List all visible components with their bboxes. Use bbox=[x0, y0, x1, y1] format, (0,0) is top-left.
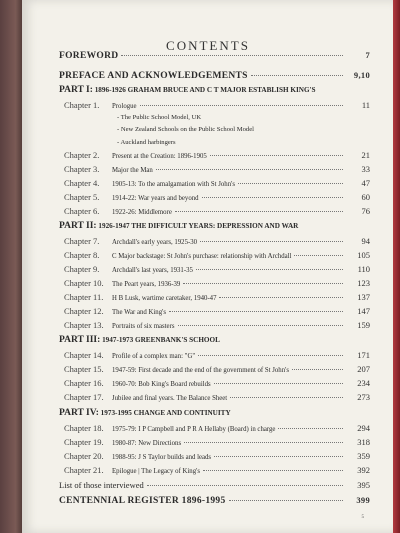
page-ref: 137 bbox=[357, 292, 370, 302]
chapter-title: Major the Man bbox=[112, 167, 153, 174]
toc-entry bbox=[22, 278, 394, 288]
chapter-title: Prologue bbox=[112, 103, 137, 110]
chapter-title: Jubilee and final years. The Balance Sheet bbox=[112, 395, 228, 402]
part-label: PART II: bbox=[59, 221, 97, 231]
contents-page bbox=[22, 0, 394, 533]
chapter-number: Chapter 7. bbox=[64, 236, 100, 246]
chapter-number: Chapter 9. bbox=[64, 264, 100, 274]
leader-dots bbox=[121, 55, 343, 56]
chapter-title: Profile of a complex man: "G" bbox=[112, 353, 196, 360]
page-ref: 7 bbox=[365, 50, 370, 60]
part-label: PART I: bbox=[59, 85, 93, 95]
toc-entry bbox=[22, 85, 394, 95]
part-heading bbox=[59, 335, 220, 345]
toc-entry bbox=[22, 236, 394, 246]
toc-entry bbox=[22, 437, 394, 447]
page-ref: 234 bbox=[357, 378, 370, 388]
toc-entry bbox=[22, 178, 394, 188]
page-ref: 171 bbox=[357, 350, 370, 360]
page-ref: 47 bbox=[361, 178, 370, 188]
leader-dots bbox=[278, 428, 343, 429]
leader-dots bbox=[147, 485, 343, 486]
toc-entry bbox=[22, 408, 394, 418]
toc-entry bbox=[22, 451, 394, 461]
chapter-number: Chapter 1. bbox=[64, 100, 100, 110]
chapter-number: Chapter 14. bbox=[64, 350, 104, 360]
chapter-title: 1922-26: Middlemore bbox=[112, 209, 172, 216]
leader-dots bbox=[202, 197, 343, 198]
sub-entry: - New Zealand Schools on the Public School Model bbox=[117, 126, 254, 133]
toc-entry bbox=[22, 350, 394, 360]
page-ref: 147 bbox=[357, 306, 370, 316]
chapter-number: Chapter 12. bbox=[64, 306, 104, 316]
chapter-number: Chapter 20. bbox=[64, 451, 104, 461]
entry-label: PREFACE AND ACKNOWLEDGEMENTS bbox=[59, 71, 248, 81]
chapter-title: C Major backstage: St John's purchase: relationship with Archdall bbox=[112, 253, 292, 260]
toc-entry bbox=[22, 114, 394, 121]
part-title: 1947-1973 GREENBANK'S SCHOOL bbox=[102, 336, 220, 344]
chapter-number: Chapter 21. bbox=[64, 465, 104, 475]
toc-entry bbox=[22, 480, 394, 490]
part-heading bbox=[59, 85, 316, 95]
toc-entry bbox=[22, 264, 394, 274]
leader-dots bbox=[210, 155, 343, 156]
chapter-title: Archdall's last years, 1931-35 bbox=[112, 267, 193, 274]
page-ref: 60 bbox=[361, 192, 370, 202]
toc-entry bbox=[22, 192, 394, 202]
part-heading bbox=[59, 221, 298, 231]
page-title: CONTENTS bbox=[166, 38, 250, 53]
chapter-number: Chapter 4. bbox=[64, 178, 100, 188]
chapter-title: 1914-22: War years and beyond bbox=[112, 195, 199, 202]
page-ref: 76 bbox=[361, 206, 370, 216]
page-ref: 33 bbox=[361, 164, 370, 174]
leader-dots bbox=[169, 311, 343, 312]
chapter-number: Chapter 6. bbox=[64, 206, 100, 216]
chapter-title: Portraits of six masters bbox=[112, 323, 175, 330]
page-ref: 21 bbox=[361, 150, 370, 160]
chapter-title: The War and King's bbox=[112, 309, 166, 316]
leader-dots bbox=[230, 397, 343, 398]
page-ref: 123 bbox=[357, 278, 370, 288]
toc-entry bbox=[22, 335, 394, 345]
leader-dots bbox=[184, 442, 343, 443]
leader-dots bbox=[294, 255, 343, 256]
toc-entry bbox=[22, 164, 394, 174]
leader-dots bbox=[156, 169, 343, 170]
page-ref: 294 bbox=[357, 423, 370, 433]
toc-entry bbox=[22, 495, 394, 506]
chapter-number: Chapter 19. bbox=[64, 437, 104, 447]
leader-dots bbox=[219, 297, 343, 298]
chapter-title: 1988-95: J S Taylor builds and leads bbox=[112, 454, 212, 461]
toc-entry bbox=[22, 221, 394, 231]
leader-dots bbox=[214, 383, 343, 384]
leader-dots bbox=[203, 470, 343, 471]
toc-entry bbox=[22, 139, 394, 146]
chapter-title: 1947-59: First decade and the end of the government of St John's bbox=[112, 367, 289, 374]
chapter-title: Epilogue | The Legacy of King's bbox=[112, 468, 200, 475]
chapter-number: Chapter 11. bbox=[64, 292, 104, 302]
chapter-title: H B Lusk, wartime caretaker, 1940-47 bbox=[112, 295, 217, 302]
toc-entry bbox=[22, 292, 394, 302]
entry-label: List of those interviewed bbox=[59, 480, 144, 490]
part-label: PART IV: bbox=[59, 408, 99, 418]
page-ref: 392 bbox=[357, 465, 370, 475]
part-title: 1973-1995 CHANGE AND CONTINUITY bbox=[100, 409, 231, 417]
toc-entry bbox=[22, 423, 394, 433]
toc-entry bbox=[22, 70, 394, 81]
page-ref: 159 bbox=[357, 320, 370, 330]
page-ref: 110 bbox=[357, 264, 370, 274]
page-ref: 11 bbox=[361, 100, 370, 110]
chapter-title: 1975-79: I P Campbell and P R A Hellaby (Board) in charge bbox=[112, 426, 276, 433]
part-label: PART III: bbox=[59, 335, 101, 345]
leader-dots bbox=[200, 241, 343, 242]
toc-entry bbox=[22, 150, 394, 160]
page-ref: 207 bbox=[357, 364, 370, 374]
toc-entry bbox=[22, 206, 394, 216]
page-ref: 273 bbox=[357, 392, 370, 402]
book-edge bbox=[393, 0, 400, 533]
page-number: 5 bbox=[361, 515, 364, 520]
page-ref: 9,10 bbox=[353, 70, 370, 80]
leader-dots bbox=[178, 325, 344, 326]
chapter-title: Archdall's early years, 1925-30 bbox=[112, 239, 198, 246]
entry-label: CENTENNIAL REGISTER 1896-1995 bbox=[59, 496, 226, 506]
page-ref: 105 bbox=[357, 250, 370, 260]
toc-entry bbox=[22, 250, 394, 260]
sub-entry: - The Public School Model, UK bbox=[117, 114, 202, 121]
toc-entry bbox=[22, 320, 394, 330]
leader-dots bbox=[140, 105, 343, 106]
sub-entry: - Auckland harbingers bbox=[117, 139, 176, 146]
toc-entry bbox=[22, 50, 394, 61]
toc-entry bbox=[22, 306, 394, 316]
chapter-title: 1905-13: To the amalgamation with St John's bbox=[112, 181, 235, 188]
chapter-number: Chapter 3. bbox=[64, 164, 100, 174]
chapter-number: Chapter 16. bbox=[64, 378, 104, 388]
chapter-number: Chapter 17. bbox=[64, 392, 104, 402]
leader-dots bbox=[175, 211, 343, 212]
part-heading bbox=[59, 408, 231, 418]
part-title: 1896-1926 GRAHAM BRUCE AND C T MAJOR ESTABLISH KING'S bbox=[94, 86, 316, 94]
leader-dots bbox=[183, 283, 343, 284]
leader-dots bbox=[292, 369, 343, 370]
toc-entry bbox=[22, 378, 394, 388]
page-ref: 94 bbox=[361, 236, 370, 246]
leader-dots bbox=[198, 355, 343, 356]
chapter-title: The Peart years, 1936-39 bbox=[112, 281, 181, 288]
leader-dots bbox=[196, 269, 343, 270]
page-ref: 399 bbox=[356, 495, 370, 505]
chapter-number: Chapter 15. bbox=[64, 364, 104, 374]
leader-dots bbox=[238, 183, 343, 184]
entry-label: FOREWORD bbox=[59, 51, 119, 61]
leader-dots bbox=[229, 500, 343, 501]
chapter-number: Chapter 13. bbox=[64, 320, 104, 330]
part-title: 1926-1947 THE DIFFICULT YEARS: DEPRESSION AND WAR bbox=[98, 222, 299, 230]
toc-entry bbox=[22, 364, 394, 374]
toc-entry bbox=[22, 126, 394, 133]
page-ref: 318 bbox=[357, 437, 370, 447]
chapter-title: Present at the Creation: 1896-1905 bbox=[112, 153, 207, 160]
chapter-number: Chapter 18. bbox=[64, 423, 104, 433]
toc-entry bbox=[22, 100, 394, 110]
chapter-number: Chapter 8. bbox=[64, 250, 100, 260]
chapter-number: Chapter 10. bbox=[64, 278, 104, 288]
chapter-title: 1960-70: Bob King's Board rebuilds bbox=[112, 381, 211, 388]
toc-entry bbox=[22, 465, 394, 475]
chapter-number: Chapter 5. bbox=[64, 192, 100, 202]
page-ref: 395 bbox=[357, 480, 370, 490]
chapter-title: 1980-87: New Directions bbox=[112, 440, 182, 447]
page-ref: 359 bbox=[357, 451, 370, 461]
leader-dots bbox=[214, 456, 343, 457]
chapter-number: Chapter 2. bbox=[64, 150, 100, 160]
leader-dots bbox=[251, 75, 343, 76]
toc-entry bbox=[22, 392, 394, 402]
